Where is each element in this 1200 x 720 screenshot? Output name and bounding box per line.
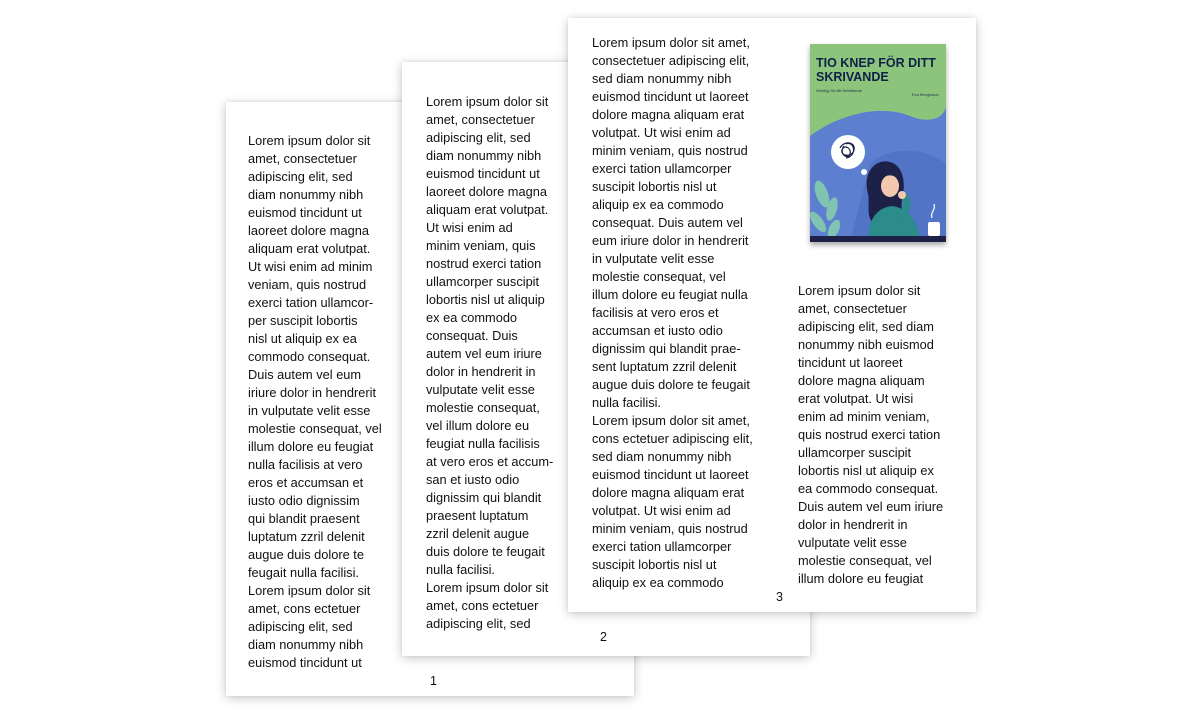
page-2-text-column: Lorem ipsum dolor sit amet, consectetuer adipiscing elit, sed diam nonummy nibh euismod tincidunt ut laoreet dolore magna aliquam erat volutpat. Ut wisi enim ad minim veniam, quis nostrud exerci tation ullamcorper suscipit lobortis nisl ut aliquip ex ea commodo consequat. Duis autem vel eum iriure dolor in hendrerit in vulputate velit esse molestie consequat, vel illum dolore eu feugiat nulla facilisis at vero eros et accum- san et iusto odio dignissim qui blandit praesent luptatum zzril delenit augue duis dolore te feugait nulla facilisi. Lorem ipsum dolor sit amet, cons ectetuer adipiscing elit, sed bbox=[426, 94, 554, 631]
cover-author: Eva Bengtsson bbox=[912, 92, 939, 97]
page-number-2: 2 bbox=[600, 630, 607, 644]
cover-subtitle: Verktyg för ditt författande bbox=[816, 88, 862, 93]
page-number-1: 1 bbox=[430, 674, 437, 688]
cover-title: TIO KNEP FÖR DITT SKRIVANDE bbox=[816, 56, 936, 84]
book-cover-image bbox=[810, 44, 946, 242]
page-1-text-column: Lorem ipsum dolor sit amet, consectetuer adipiscing elit, sed diam nonummy nibh euismod tincidunt ut laoreet dolore magna aliquam erat volutpat. Ut wisi enim ad minim veniam, quis nostrud exerci tation ullamcor- per suscipit lobortis nisl ut aliquip ex ea commodo consequat. Duis autem vel eum iriure dolor in hendrerit in vulputate velit esse molestie consequat, vel illum dolore eu feugiat nulla facilisis at vero eros et accumsan et iusto odio dignissim qui blandit praesent luptatum zzril delenit augue duis dolore te feugait nulla facilisi. Lorem ipsum dolor sit amet, cons ectetuer adipiscing elit, sed diam nonummy nibh euismod tincidunt ut bbox=[248, 133, 382, 670]
page-3-right-text-column: Lorem ipsum dolor sit amet, consectetuer adipiscing elit, sed diam nonummy nibh euismod tincidunt ut laoreet dolore magna aliquam erat volutpat. Ut wisi enim ad minim veniam, quis nostrud exerci tation ullamcorper suscipit lobortis nisl ut aliquip ex ea commodo consequat. Duis autem vel eum iriure dolor in hendrerit in vulputate velit esse molestie consequat, vel illum dolore eu feugiat bbox=[798, 283, 944, 586]
page-number-3: 3 bbox=[776, 590, 783, 604]
page-3-left-text-column: Lorem ipsum dolor sit amet, consectetuer adipiscing elit, sed diam nonummy nibh euismod tincidunt ut laoreet dolore magna aliquam erat volutpat. Ut wisi enim ad minim veniam, quis nostrud exerci tation ullamcorper suscipit lobortis nisl ut aliquip ex ea commodo consequat. Duis autem vel eum iriure dolor in hendrerit in vulputate velit esse molestie consequat, vel illum dolore eu feugiat nulla facilisis at vero eros et accumsan et iusto odio dignissim qui blandit prae- sent luptatum zzril delenit augue duis dolore te feugait nulla facilisi. Lorem ipsum dolor sit amet, cons ectetuer adipiscing elit, sed diam nonummy nibh euismod tincidunt ut laoreet dolore magna aliquam erat volutpat. Ut wisi enim ad minim veniam, quis nostrud exerci tation ullamcorper suscipit lobortis nisl ut aliquip ex ea commodo bbox=[592, 35, 753, 590]
document-page-3 bbox=[568, 18, 976, 612]
